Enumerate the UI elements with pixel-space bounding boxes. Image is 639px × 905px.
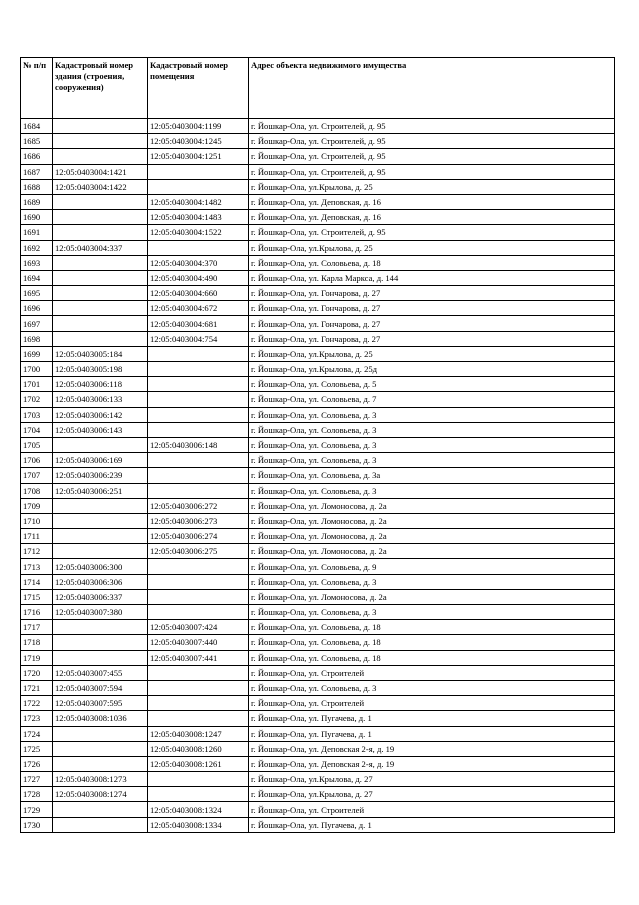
table-row (21, 711, 615, 726)
address: г. Йошкар-Ола, ул. Карла Маркса, д. 144 (249, 270, 615, 285)
building-cadastral-number: 12:05:0403005:198 (53, 362, 148, 377)
premises-cadastral-number: 12:05:0403006:148 (148, 437, 249, 452)
building-cadastral-number: 12:05:0403006:337 (53, 589, 148, 604)
row-number: 1717 (21, 620, 53, 635)
building-cadastral-number: 12:05:0403008:1273 (53, 772, 148, 787)
table-row (21, 149, 615, 164)
address: г. Йошкар-Ола, ул. Пугачева, д. 1 (249, 817, 615, 832)
table-row (21, 346, 615, 361)
row-number: 1704 (21, 422, 53, 437)
building-cadastral-number: 12:05:0403006:251 (53, 483, 148, 498)
table-row (21, 240, 615, 255)
table-row (21, 650, 615, 665)
premises-cadastral-number: 12:05:0403004:1199 (148, 119, 249, 134)
premises-cadastral-number (148, 453, 249, 468)
header-number: № п/п (21, 58, 53, 119)
address: г. Йошкар-Ола, ул. Деповская 2-я, д. 19 (249, 741, 615, 756)
row-number: 1718 (21, 635, 53, 650)
table-row (21, 453, 615, 468)
address: г. Йошкар-Ола, ул. Деповская, д. 16 (249, 210, 615, 225)
table-row (21, 635, 615, 650)
address: г. Йошкар-Ола, ул. Ломоносова, д. 2а (249, 589, 615, 604)
premises-cadastral-number (148, 392, 249, 407)
premises-cadastral-number: 12:05:0403008:1247 (148, 726, 249, 741)
address: г. Йошкар-Ола, ул. Ломоносова, д. 2а (249, 544, 615, 559)
table-row (21, 574, 615, 589)
address: г. Йошкар-Ола, ул. Соловьева, д. 18 (249, 650, 615, 665)
table-body (21, 119, 615, 833)
premises-cadastral-number (148, 696, 249, 711)
row-number: 1684 (21, 119, 53, 134)
table-row (21, 225, 615, 240)
table-row (21, 255, 615, 270)
premises-cadastral-number (148, 787, 249, 802)
premises-cadastral-number: 12:05:0403008:1324 (148, 802, 249, 817)
table-row (21, 544, 615, 559)
premises-cadastral-number: 12:05:0403008:1260 (148, 741, 249, 756)
building-cadastral-number (53, 437, 148, 452)
premises-cadastral-number (148, 346, 249, 361)
building-cadastral-number: 12:05:0403008:1274 (53, 787, 148, 802)
row-number: 1703 (21, 407, 53, 422)
table-row (21, 817, 615, 832)
address: г. Йошкар-Ола, ул. Гончарова, д. 27 (249, 301, 615, 316)
address: г. Йошкар-Ола, ул. Деповская 2-я, д. 19 (249, 756, 615, 771)
row-number: 1712 (21, 544, 53, 559)
address: г. Йошкар-Ола, ул. Соловьева, д. 18 (249, 620, 615, 635)
table-row (21, 362, 615, 377)
building-cadastral-number (53, 513, 148, 528)
row-number: 1724 (21, 726, 53, 741)
address: г. Йошкар-Ола, ул. Гончарова, д. 27 (249, 286, 615, 301)
row-number: 1719 (21, 650, 53, 665)
premises-cadastral-number: 12:05:0403004:1251 (148, 149, 249, 164)
header-address: Адрес объекта недвижимого имущества (249, 58, 615, 119)
row-number: 1710 (21, 513, 53, 528)
address: г. Йошкар-Ола, ул. Соловьева, д. 3 (249, 422, 615, 437)
address: г. Йошкар-Ола, ул. Гончарова, д. 27 (249, 316, 615, 331)
premises-cadastral-number: 12:05:0403008:1261 (148, 756, 249, 771)
row-number: 1705 (21, 437, 53, 452)
row-number: 1727 (21, 772, 53, 787)
table-row (21, 787, 615, 802)
table-row (21, 680, 615, 695)
row-number: 1687 (21, 164, 53, 179)
row-number: 1694 (21, 270, 53, 285)
building-cadastral-number (53, 255, 148, 270)
premises-cadastral-number (148, 772, 249, 787)
address: г. Йошкар-Ола, ул. Строителей (249, 802, 615, 817)
table-row (21, 559, 615, 574)
premises-cadastral-number: 12:05:0403004:754 (148, 331, 249, 346)
premises-cadastral-number: 12:05:0403007:440 (148, 635, 249, 650)
building-cadastral-number (53, 756, 148, 771)
premises-cadastral-number: 12:05:0403006:272 (148, 498, 249, 513)
table-row (21, 498, 615, 513)
address: г. Йошкар-Ола, ул. Пугачева, д. 1 (249, 726, 615, 741)
building-cadastral-number (53, 119, 148, 134)
premises-cadastral-number: 12:05:0403004:1245 (148, 134, 249, 149)
address: г. Йошкар-Ола, ул. Строителей (249, 665, 615, 680)
premises-cadastral-number: 12:05:0403007:424 (148, 620, 249, 635)
address: г. Йошкар-Ола, ул.Крылова, д. 27 (249, 787, 615, 802)
table-row (21, 665, 615, 680)
row-number: 1729 (21, 802, 53, 817)
building-cadastral-number: 12:05:0403007:455 (53, 665, 148, 680)
table-row (21, 377, 615, 392)
table-row (21, 164, 615, 179)
row-number: 1721 (21, 680, 53, 695)
row-number: 1688 (21, 179, 53, 194)
row-number: 1691 (21, 225, 53, 240)
row-number: 1685 (21, 134, 53, 149)
building-cadastral-number (53, 286, 148, 301)
building-cadastral-number (53, 635, 148, 650)
address: г. Йошкар-Ола, ул. Ломоносова, д. 2а (249, 498, 615, 513)
row-number: 1709 (21, 498, 53, 513)
premises-cadastral-number (148, 605, 249, 620)
premises-cadastral-number (148, 407, 249, 422)
row-number: 1686 (21, 149, 53, 164)
document-page (20, 57, 614, 833)
building-cadastral-number (53, 817, 148, 832)
table-row (21, 134, 615, 149)
table-header-row (21, 58, 615, 119)
table-row (21, 301, 615, 316)
address: г. Йошкар-Ола, ул. Строителей, д. 95 (249, 225, 615, 240)
row-number: 1693 (21, 255, 53, 270)
address: г. Йошкар-Ола, ул. Соловьева, д. 3 (249, 437, 615, 452)
premises-cadastral-number: 12:05:0403004:672 (148, 301, 249, 316)
premises-cadastral-number (148, 680, 249, 695)
premises-cadastral-number (148, 377, 249, 392)
address: г. Йошкар-Ола, ул. Деповская, д. 16 (249, 194, 615, 209)
building-cadastral-number: 12:05:0403006:133 (53, 392, 148, 407)
row-number: 1711 (21, 529, 53, 544)
building-cadastral-number: 12:05:0403006:169 (53, 453, 148, 468)
row-number: 1700 (21, 362, 53, 377)
row-number: 1723 (21, 711, 53, 726)
row-number: 1706 (21, 453, 53, 468)
premises-cadastral-number: 12:05:0403008:1334 (148, 817, 249, 832)
table-row (21, 513, 615, 528)
table-row (21, 119, 615, 134)
building-cadastral-number (53, 301, 148, 316)
row-number: 1713 (21, 559, 53, 574)
premises-cadastral-number: 12:05:0403004:490 (148, 270, 249, 285)
address: г. Йошкар-Ола, ул. Гончарова, д. 27 (249, 331, 615, 346)
address: г. Йошкар-Ола, ул. Соловьева, д. 5 (249, 377, 615, 392)
address: г. Йошкар-Ола, ул. Соловьева, д. 9 (249, 559, 615, 574)
building-cadastral-number (53, 210, 148, 225)
row-number: 1715 (21, 589, 53, 604)
row-number: 1699 (21, 346, 53, 361)
building-cadastral-number (53, 529, 148, 544)
premises-cadastral-number (148, 589, 249, 604)
address: г. Йошкар-Ола, ул. Строителей (249, 696, 615, 711)
building-cadastral-number (53, 149, 148, 164)
row-number: 1726 (21, 756, 53, 771)
premises-cadastral-number: 12:05:0403004:660 (148, 286, 249, 301)
address: г. Йошкар-Ола, ул. Соловьева, д. 3 (249, 483, 615, 498)
table-row (21, 741, 615, 756)
premises-cadastral-number: 12:05:0403007:441 (148, 650, 249, 665)
premises-cadastral-number: 12:05:0403004:1482 (148, 194, 249, 209)
table-row (21, 422, 615, 437)
address: г. Йошкар-Ола, ул. Соловьева, д. 18 (249, 635, 615, 650)
table-row (21, 589, 615, 604)
address: г. Йошкар-Ола, ул. Ломоносова, д. 2а (249, 513, 615, 528)
row-number: 1702 (21, 392, 53, 407)
address: г. Йошкар-Ола, ул. Соловьева, д. 3 (249, 574, 615, 589)
premises-cadastral-number (148, 483, 249, 498)
building-cadastral-number: 12:05:0403006:300 (53, 559, 148, 574)
row-number: 1696 (21, 301, 53, 316)
building-cadastral-number: 12:05:0403006:306 (53, 574, 148, 589)
address: г. Йошкар-Ола, ул.Крылова, д. 25 (249, 346, 615, 361)
table-row (21, 392, 615, 407)
premises-cadastral-number (148, 240, 249, 255)
address: г. Йошкар-Ола, ул. Соловьева, д. 3а (249, 468, 615, 483)
address: г. Йошкар-Ола, ул. Строителей, д. 95 (249, 119, 615, 134)
premises-cadastral-number: 12:05:0403006:275 (148, 544, 249, 559)
row-number: 1728 (21, 787, 53, 802)
premises-cadastral-number: 12:05:0403004:1483 (148, 210, 249, 225)
table-row (21, 605, 615, 620)
building-cadastral-number: 12:05:0403008:1036 (53, 711, 148, 726)
premises-cadastral-number (148, 362, 249, 377)
address: г. Йошкар-Ола, ул. Пугачева, д. 1 (249, 711, 615, 726)
table-row (21, 483, 615, 498)
building-cadastral-number: 12:05:0403006:118 (53, 377, 148, 392)
building-cadastral-number (53, 650, 148, 665)
row-number: 1697 (21, 316, 53, 331)
address: г. Йошкар-Ола, ул.Крылова, д. 25 (249, 240, 615, 255)
row-number: 1692 (21, 240, 53, 255)
row-number: 1695 (21, 286, 53, 301)
table-row (21, 407, 615, 422)
premises-cadastral-number (148, 559, 249, 574)
address: г. Йошкар-Ола, ул. Строителей, д. 95 (249, 134, 615, 149)
premises-cadastral-number (148, 665, 249, 680)
building-cadastral-number: 12:05:0403005:184 (53, 346, 148, 361)
table-row (21, 468, 615, 483)
premises-cadastral-number (148, 164, 249, 179)
table-row (21, 179, 615, 194)
table-row (21, 331, 615, 346)
building-cadastral-number: 12:05:0403004:1422 (53, 179, 148, 194)
row-number: 1722 (21, 696, 53, 711)
premises-cadastral-number: 12:05:0403004:370 (148, 255, 249, 270)
building-cadastral-number: 12:05:0403006:143 (53, 422, 148, 437)
building-cadastral-number (53, 620, 148, 635)
address: г. Йошкар-Ола, ул. Соловьева, д. 7 (249, 392, 615, 407)
address: г. Йошкар-Ола, ул. Соловьева, д. 3 (249, 605, 615, 620)
row-number: 1701 (21, 377, 53, 392)
address: г. Йошкар-Ола, ул. Соловьева, д. 3 (249, 407, 615, 422)
table-row (21, 210, 615, 225)
row-number: 1730 (21, 817, 53, 832)
premises-cadastral-number (148, 711, 249, 726)
header-premises-cadastral: Кадастровый номер помещения (148, 58, 249, 119)
row-number: 1707 (21, 468, 53, 483)
row-number: 1720 (21, 665, 53, 680)
table-row (21, 194, 615, 209)
building-cadastral-number (53, 316, 148, 331)
row-number: 1725 (21, 741, 53, 756)
building-cadastral-number (53, 802, 148, 817)
table-row (21, 316, 615, 331)
building-cadastral-number (53, 270, 148, 285)
table-row (21, 437, 615, 452)
building-cadastral-number (53, 194, 148, 209)
address: г. Йошкар-Ола, ул.Крылова, д. 25 (249, 179, 615, 194)
building-cadastral-number (53, 498, 148, 513)
table-row (21, 286, 615, 301)
row-number: 1698 (21, 331, 53, 346)
table-row (21, 696, 615, 711)
address: г. Йошкар-Ола, ул. Строителей, д. 95 (249, 149, 615, 164)
building-cadastral-number (53, 741, 148, 756)
building-cadastral-number: 12:05:0403004:337 (53, 240, 148, 255)
building-cadastral-number (53, 544, 148, 559)
building-cadastral-number (53, 225, 148, 240)
row-number: 1716 (21, 605, 53, 620)
building-cadastral-number: 12:05:0403006:142 (53, 407, 148, 422)
table-row (21, 270, 615, 285)
building-cadastral-number: 12:05:0403007:380 (53, 605, 148, 620)
row-number: 1714 (21, 574, 53, 589)
premises-cadastral-number: 12:05:0403004:681 (148, 316, 249, 331)
address: г. Йошкар-Ола, ул. Ломоносова, д. 2а (249, 529, 615, 544)
table-row (21, 802, 615, 817)
table-row (21, 772, 615, 787)
table-row (21, 620, 615, 635)
building-cadastral-number (53, 331, 148, 346)
address: г. Йошкар-Ола, ул. Соловьева, д. 18 (249, 255, 615, 270)
premises-cadastral-number (148, 468, 249, 483)
address: г. Йошкар-Ола, ул.Крылова, д. 27 (249, 772, 615, 787)
building-cadastral-number: 12:05:0403007:595 (53, 696, 148, 711)
row-number: 1689 (21, 194, 53, 209)
building-cadastral-number: 12:05:0403004:1421 (53, 164, 148, 179)
premises-cadastral-number: 12:05:0403006:273 (148, 513, 249, 528)
table-row (21, 726, 615, 741)
building-cadastral-number (53, 134, 148, 149)
premises-cadastral-number: 12:05:0403004:1522 (148, 225, 249, 240)
header-building-cadastral: Кадастровый номер здания (строения, сооружения) (53, 58, 148, 119)
address: г. Йошкар-Ола, ул. Строителей, д. 95 (249, 164, 615, 179)
table-row (21, 529, 615, 544)
building-cadastral-number: 12:05:0403007:594 (53, 680, 148, 695)
building-cadastral-number (53, 726, 148, 741)
premises-cadastral-number (148, 179, 249, 194)
property-table (20, 57, 615, 833)
premises-cadastral-number (148, 574, 249, 589)
address: г. Йошкар-Ола, ул. Соловьева, д. 3 (249, 680, 615, 695)
building-cadastral-number: 12:05:0403006:239 (53, 468, 148, 483)
address: г. Йошкар-Ола, ул.Крылова, д. 25д (249, 362, 615, 377)
premises-cadastral-number (148, 422, 249, 437)
address: г. Йошкар-Ола, ул. Соловьева, д. 3 (249, 453, 615, 468)
premises-cadastral-number: 12:05:0403006:274 (148, 529, 249, 544)
row-number: 1708 (21, 483, 53, 498)
row-number: 1690 (21, 210, 53, 225)
table-row (21, 756, 615, 771)
